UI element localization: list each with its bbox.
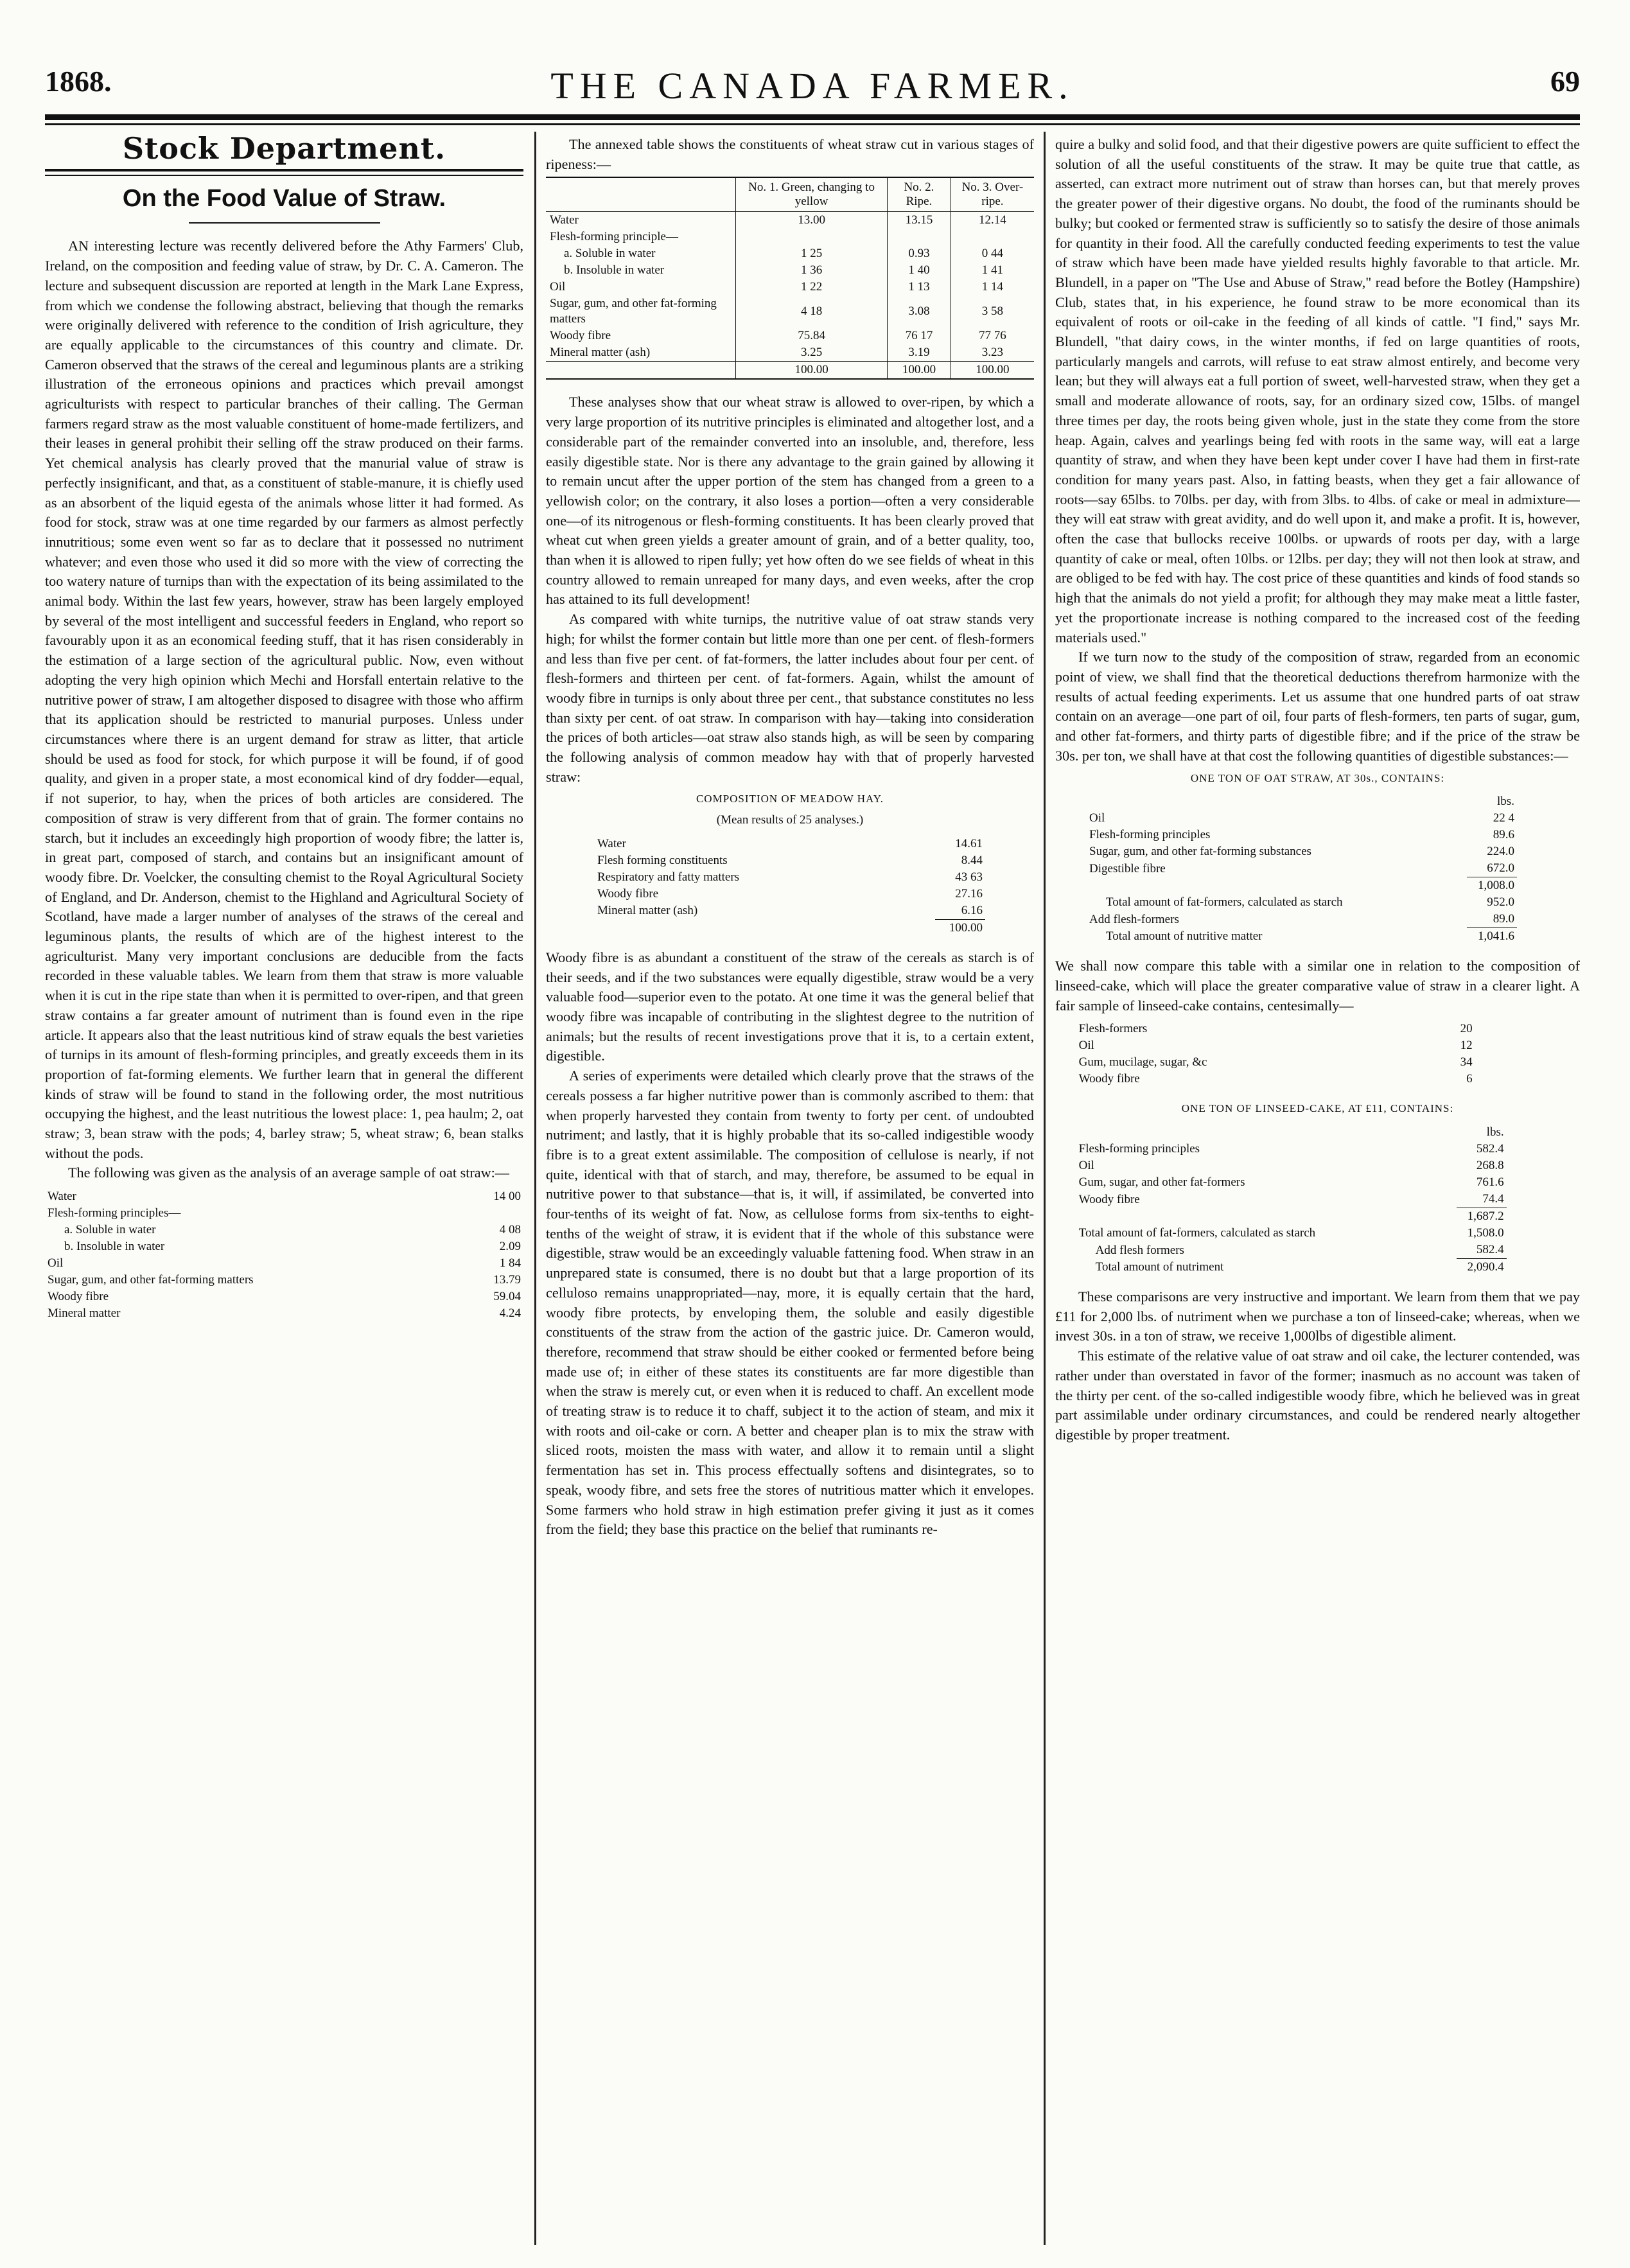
table-total-row: Total amount of nutriment 2,090.4 <box>1095 1260 1504 1274</box>
table-row: Gum, sugar, and other fat-formers 761.6 <box>1078 1175 1504 1190</box>
table-row: Water 14 00 <box>48 1190 521 1204</box>
oat-ton-caption: ONE TON OF OAT STRAW, AT 30s., CONTAINS: <box>1190 771 1445 784</box>
meadow-hay-table <box>595 836 985 936</box>
article-paragraph: quire a bulky and solid food, and that their digestive powers are quite sufficient to effect the solution of all the useful constituents of the straw. It may be quite true that cattle, as asserted, can extract more nutriment out of straw than horses can, but that merely proves the greater power of their digestive organs. No doubt, the food of the ruminants should be bulky; but cooked or fermented straw is sufficiently so to satisfy the desire of those animals for quantity in their food. All the carefully conducted feeding experiments to test the value of straw which have been made have yielded results highly favorable to that article. Mr. Blundell, in a paper on "The Use and Abuse of Straw," read before the Botley (Hampshire) Club, states that, in his experience, he found straw to be more economical than its equivalent of roots or oil-cake in the feeding of all kinds of cattle. "I find," says Mr. Blundell, "that dairy cows, in the winter months, if fed on large quantities of roots, particularly mangels and carrots, will refuse to eat straw almost entirely, and become very lean; but they will always eat a full portion of sweet, well-harvested straw, when they get a small and moderate allowance of roots, say, for an ordinary sized cow, 15lbs. of mangel three times per day, the roots being given whole, just in the state they come from the store heap. Again, calves and yearlings being fed with roots in the same way, will eat a large quantity of straw, and when they have been kept under cover I have had them in first-rate condition for many years past. Also, in fatting beasts, when they get a fair allowance of roots—say 65lbs. to 70lbs. per day, with from 3lbs. to 4lbs. of cake or meal in admixture—they will eat straw with great avidity, and do well upon it, and make a profit. It is, however, often the case that bullocks receive 100lbs. or upwards of roots per day, with a large quantity of cake or meal, often 10lbs. or 12lbs. per day; they will not then look at straw, and are obliged to be fed with hay. The cost price of these quantities and kinds of food stands so high that the animals do not yield a profit; for although they may make meat a little faster, yet the proportionate increase is nothing compared to the increased cost of the feeding materials used." <box>1055 136 1580 646</box>
masthead-title: THE CANADA FARMER. <box>550 65 1074 107</box>
table-row: Mineral matter (ash) 3.25 3.19 3.23 <box>546 344 1034 362</box>
article-paragraph: The following was given as the analysis of an average sample of oat straw:— <box>68 1165 509 1181</box>
oat-straw-ton-table <box>1087 793 1517 945</box>
header-rule <box>45 114 1580 120</box>
article-paragraph: Woody fibre is as abundant a constituent of the straw of the cereals as starch is of their seeds, and if the two substances were equally digestible, straw would be a very valuable food—superior even to the potato. At one time it was the general belief that woody fibre was incapable of contributing in the slightest degree to the nutrition of animals; but the results of recent investigations prove that it is, to a certain extent, digestible. <box>546 949 1034 1064</box>
table-row: Add flesh formers 582.4 <box>1076 1242 1507 1259</box>
table-subtotal-row: 1,687.2 <box>1467 1209 1504 1224</box>
table-row: Woody fibre 27.16 <box>597 886 983 901</box>
linseed-cake-ton-table <box>1076 1124 1507 1276</box>
table-row: Sugar, gum, and other fat-forming matters 4 18 3.08 3 58 <box>546 295 1034 328</box>
table-row: Gum, mucilage, sugar, &c 34 <box>1078 1055 1473 1069</box>
table-row: Sugar, gum, and other fat-forming matters 13.79 <box>48 1273 521 1287</box>
table-row: Add flesh-formers 89.0 <box>1087 911 1517 928</box>
table-row: Oil 22 4 <box>1089 811 1514 825</box>
article-paragraph: We shall now compare this table with a similar one in relation to the composition of linseed-cake, which will place the greater comparative value of straw in a clearer light. A fair sample of linseed-cake contains, centesimally— <box>1055 958 1580 1014</box>
column-divider <box>534 132 536 2245</box>
table-row: b. Insoluble in water 2.09 <box>64 1240 521 1254</box>
article-paragraph: The annexed table shows the constituents of wheat straw cut in various stages of ripeness:— <box>546 136 1034 172</box>
table-row: Respiratory and fatty matters 43 63 <box>597 870 983 884</box>
article-paragraph: These comparisons are very instructive and important. We learn from them that we pay £11 for 2,000 lbs. of nutriment when we purchase a ton of linseed-cake; whereas, when we invest 30s. in a ton of straw, we receive 1,000lbs of digestible aliment. <box>1055 1288 1580 1344</box>
table-subtotal-row: 1,008.0 <box>1477 879 1514 893</box>
hay-table-subcaption: (Mean results of 25 analyses.) <box>716 813 864 827</box>
department-heading: Stock Department. <box>122 135 446 166</box>
header-year: 1868. <box>45 65 112 98</box>
header-rule-thin <box>45 123 1580 125</box>
table-row: Woody fibre 6 <box>1078 1072 1473 1086</box>
table-row: b. Insoluble in water 1 36 1 40 1 41 <box>546 262 1034 279</box>
table-row: Flesh-forming principles 582.4 <box>1078 1142 1504 1156</box>
article-paragraph: A series of experiments were detailed which clearly prove that the straws of the cereals possess a far higher nutritive power than is commonly ascribed to them: that when properly harvested they contain from twenty to forty per cent. of undoubted nutriment; and lastly, that it is highly probable that its so-called indigestible woody fibre is to a great extent assimilable. The composition of cellulose is nearly, if not quite, identical with that of starch, and may, therefore, be assumed to be equal in nutritive power to that substance—that is, it will, if assimilated, be converted into four-tenths of its weight of fat. Now, as cellulose forms from six-tenths to eight-tenths of the weight of straw, it is evident that if the whole of this substance were digestible, straw would be an exceedingly valuable fattening food. When straw in an unprepared state is consumed, there is no doubt but that a large proportion of its celluloso remains unappropriated—nay, more, it is equally certain that the hard, woody fibre protects, by enveloping them, the soluble and easily digestible constituents of the straw from the action of the gastric juice. Dr. Cameron would, therefore, recommend that straw should be either cooked or fermented before being made use of; in either of these states its constituents are far more digestible than when the straw is merely cut, or even when it is reduced to chaff. An excellent mode of treating straw is to reduce it to chaff, subject it to the action of steam, and mix it with roots and oil-cake or corn. A better and cheaper plan is to mix the straw with sliced roots, moisten the mass with water, and allow it to remain until a slight fermentation has set in. This process effectually softens and disintegrates, so to speak, woody fibre, and sets free the stores of nutritious matter which it envelopes. Some farmers who hold straw in high estimation prefer giving it just as it comes from the field; they base this practice on the belief that ruminants re- <box>546 1068 1034 1538</box>
wheat-straw-table: No. 1. Green, changing to yellow No. 2. Ripe. No. 3. Over-ripe. Water 13.00 13.15 12.14 Flesh-forming principle— a. Soluble in water 1 25 0.93 0 44 b. Insoluble in water 1 36 1 40 1 41 Oil 1 22 1 13 1 14 Sugar, gum, and other fat-forming matters 4 18 3.08 3 58 Woody fibre 75.84 76 17 77 76 Mineral matter (ash) 3.25 3.19 3.23 100.00 100.00 100.00 <box>546 177 1034 380</box>
oat-straw-analysis-table <box>45 1188 523 1322</box>
article-title: On the Food Value of Straw. <box>122 184 446 212</box>
article-paragraph: This estimate of the relative value of oat straw and oil cake, the lecturer contended, was rather under than overstated in favor of the former; inasmuch as no account was taken of the thirty per cent. of the so-called indigestible woody fibre, which he believed was in great part assimilable under ordinary circumstances, and could be rendered nearly altogether digestible by proper treatment. <box>1055 1348 1580 1443</box>
table-row: Woody fibre 59.04 <box>48 1290 521 1304</box>
double-rule <box>45 169 523 176</box>
table-row: Flesh-formers 20 <box>1078 1022 1473 1036</box>
column-3 <box>1055 135 1580 2248</box>
page-header <box>45 64 1580 107</box>
table-row: Flesh-forming principles— <box>48 1206 181 1220</box>
linseed-cake-percent-table <box>1076 1021 1475 1087</box>
table-row: a. Soluble in water 4 08 <box>64 1223 521 1237</box>
page-number: 69 <box>1550 65 1580 98</box>
table-row: Water 14.61 <box>597 836 983 850</box>
table-row: a. Soluble in water 1 25 0.93 0 44 <box>546 245 1034 262</box>
article-paragraph: AN interesting lecture was recently delivered before the Athy Farmers' Club, Ireland, on the composition and feeding value of straw, by Dr. C. A. Cameron. The lecture and subsequent discussion are reported at length in the Mark Lane Express, from which we condense the following abstract, believing that though the remarks were originally delivered with reference to the condition of Irish agriculture, they are equally applicable to the circumstances of this country and climate. Dr. Cameron observed that the straws of the cereal and leguminous plants are a striking illustration of the erroneous opinions and practices which prevail amongst agriculturists with respect to particular branches of their calling. The German farmers regard straw as the most valuable constituent of home-made fertilizers, and their leases in general prohibit their selling off the straw produced on their farms. Yet chemical analysis has clearly proved that the manurial value of straw is perfectly insignificant, and that, as a constituent of stable-manure, it is chiefly used as an absorbent of the liquid egesta of the animals whose litter it had formed. As food for stock, straw was at one time regarded by our farmers as almost perfectly innutritious; some even went so far as to declare that it possessed no nutriment whatever; and even those who used it did so more with the view of correcting the too watery nature of turnips than with the expectation of its being assimilated to the animal body. Within the last few years, however, straw has been largely employed by several of the most intelligent and successful feeders in England, who report so favourably upon it as an economical feeding stuff, that it has risen considerably in the estimation of a large section of the agricultural public. Now, even without adopting the very high opinion which Mechi and Horsfall entertain relative to the nutritive power of straw, I am altogether disposed to disagree with those who affirm that its application should be restricted to manurial purposes. Unless under circumstances where there is an urgent demand for straw as litter, that article should be used as food for stock, for which purpose it will be found, if of good quality, and given in a proper state, a most economical kind of dry fodder—equal, if not superior, to hay, when the prices of both articles are considered. The composition of straw is very different from that of grain. The former contains no starch, but it includes an exceedingly high proportion of woody fibre; the latter is, in great part, composed of starch, and contains but an insignificant amount of woody fibre. Dr. Voelcker, the consulting chemist to the Royal Agricultural Society of England, and Dr. Anderson, chemist to the Highland and Agricultural Society of Scotland, have made a larger number of analyses of the straws of the cereal and leguminous plants, the results of which are of the highest interest to the agriculturist. Many very important conclusions are deducible from the facts recorded in these valuable tables. We learn from them that straw is more valuable when it is cut in the ripe state than when it is permitted to over-ripen, and that green straw contains a far greater amount of nutriment than is found even in the ripe article. It appears also that the least nutritious kind of straw equals the best varieties of turnips in its amount of flesh-forming principles, and greatly exceeds them in its proportion of fat-forming elements. We further learn that in general the different kinds of straw will be found to stand in the following order, the most nutritious occupying the highest, and the least nutritious the lowest place: 1, pea haulm; 2, oat straw; 3, bean straw with the pods; 4, barley straw; 5, wheat straw; 6, bean stalks without the pods. <box>45 238 523 1161</box>
table-total-row: Total amount of nutritive matter 1,041.6 <box>1106 929 1514 944</box>
article-paragraph: As compared with white turnips, the nutritive value of oat straw stands very high; for whilst the former contain but little more than one per cent. of flesh-formers and less than five per cent. of fat-formers, the latter includes about four per cent. of flesh-formers and thirteen per cent. of fat-formers. Again, whilst the amount of woody fibre in turnips is only about three per cent., that substance constitutes no less than sixty per cent. of oat straw. In comparison with hay—taking into consideration the prices of both articles—oat straw also stands high, as will be seen by comparing the following analysis of common meadow hay with that of properly harvested straw: <box>546 611 1034 785</box>
table-row: Woody fibre 74.4 <box>1076 1191 1507 1208</box>
table-row: Sugar, gum, and other fat-forming substances 224.0 <box>1089 845 1514 859</box>
table-row: Total amount of fat-formers, calculated as starch 952.0 <box>1106 895 1514 910</box>
table-row: Flesh forming constituents 8.44 <box>597 853 983 867</box>
column-divider <box>1044 132 1046 2245</box>
table-row: Woody fibre 75.84 76 17 77 76 <box>546 328 1034 344</box>
table-row: Flesh-forming principle— <box>546 229 1034 245</box>
cake-ton-caption: ONE TON OF LINSEED-CAKE, AT £11, CONTAINS: <box>1181 1102 1454 1115</box>
hay-table-caption: COMPOSITION OF MEADOW HAY. <box>696 793 884 805</box>
table-row: Total amount of fat-formers, calculated as starch 1,508.0 <box>1078 1226 1504 1240</box>
table-row: Oil 1 84 <box>48 1256 521 1270</box>
table-total-row: 100.00 100.00 100.00 <box>546 362 1034 380</box>
table-row: Oil 268.8 <box>1078 1159 1504 1173</box>
article-paragraph: These analyses show that our wheat straw is allowed to over-ripen, by which a very large proportion of its nutritive principles is eliminated and altogether lost, and a considerable part of the remainder converted into an insoluble, and, therefore, less easily digestible state. Nor is there any advantage to the grain gained by allowing it to remain uncut after the upper portion of the stem has changed from a green to a yellowish color; on the contrary, it also loses a portion—often a very considerable one—of its nitrogenous or flesh-forming constituents. It has been clearly proved that wheat cut when green yields a greater amount of grain, and of a better quality, too, than when it is allowed to ripen fully; yet how often do we see fields of wheat in this country allowed to remain unreaped for many days, and even weeks, after the crop has attained to its full development! <box>546 394 1034 608</box>
table-row: Mineral matter (ash) 6.16 <box>595 902 985 920</box>
table-row: Digestible fibre 672.0 <box>1087 860 1517 877</box>
table-total-row: 100.00 <box>949 920 983 935</box>
unit-label: lbs. <box>1486 1125 1504 1139</box>
article-paragraph: If we turn now to the study of the composition of straw, regarded from an economic point of view, we shall find that the theoretical deductions therefrom harmonize with the results of actual feeding experiments. Let us assume that one hundred parts of oat straw contain on an average—one part of oil, four parts of flesh-formers, ten parts of sugar, gum, and other fat-formers, and thirty parts of digestible fibre; and if the price of the straw be 30s. per ton, we shall have at that cost the following quantities of digestible substances:— <box>1055 649 1580 764</box>
unit-label: lbs. <box>1497 795 1514 809</box>
table-row: Oil 12 <box>1078 1039 1473 1053</box>
column-2 <box>546 135 1034 2248</box>
table-row: Water 13.00 13.15 12.14 <box>546 212 1034 229</box>
table-row: Oil 1 22 1 13 1 14 <box>546 279 1034 295</box>
column-1 <box>45 135 523 2248</box>
table-row: Flesh-forming principles 89.6 <box>1089 828 1514 842</box>
title-rule <box>189 222 380 224</box>
table-row: Mineral matter 4.24 <box>48 1306 521 1321</box>
